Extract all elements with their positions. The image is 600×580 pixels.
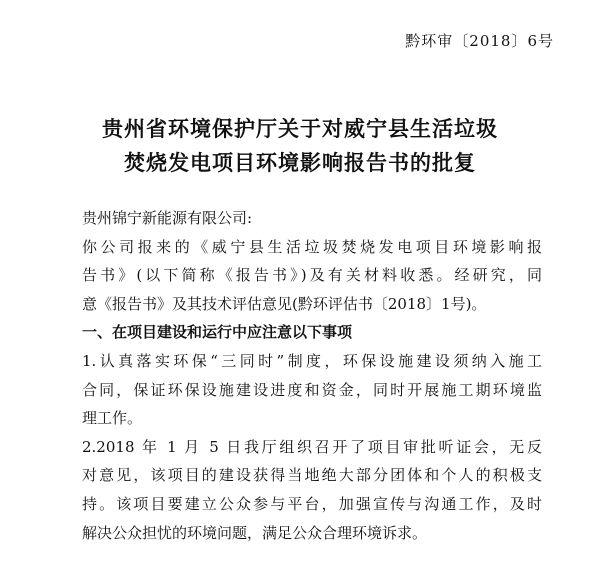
addressee: 贵州锦宁新能源有限公司:	[82, 209, 253, 227]
paragraph-1	[82, 233, 542, 319]
document-title	[0, 112, 600, 180]
paragraph-1-line-2: 告书》(以下简称《报告书》)及有关材料收悉。经研究，同	[82, 266, 542, 285]
item-2-line-4: 解决公众担忧的环境问题，满足公众合理环境诉求。	[82, 523, 428, 542]
item-1-line-3: 理工作。	[82, 409, 143, 428]
title-line-2: 焚烧发电项目环境影响报告书的批复	[124, 151, 476, 175]
paragraph-1-line-1: 你公司报来的《威宁县生活垃圾焚烧发电项目环境影响报	[82, 237, 542, 256]
item-2	[82, 433, 542, 547]
item-1-line-2: 合同，保证环保设施建设进度和资金，同时开展施工期环境监	[82, 380, 542, 399]
section-heading-1: 一、在项目建设和运行中应注意以下事项	[82, 323, 353, 342]
document-number: 黔环审〔2018〕6号	[405, 32, 554, 50]
paragraph-1-line-3: 意《报告书》及其技术评估意见(黔环评估书〔2018〕1号)。	[82, 294, 487, 313]
item-2-line-2: 对意见，该项目的建设获得当地绝大部分团体和个人的积极支	[82, 466, 542, 485]
item-1	[82, 347, 542, 433]
item-2-line-1: 2.2018 年 1 月 5 日我厅组织召开了项目审批听证会，无反	[82, 437, 542, 456]
title-line-1: 贵州省环境保护厅关于对威宁县生活垃圾	[102, 117, 498, 141]
item-1-line-1: 1.认真落实环保“三同时”制度，环保设施建设须纳入施工	[82, 351, 542, 370]
document-body	[82, 204, 542, 547]
item-2-line-3: 持。该项目要建立公众参与平台，加强宣传与沟通工作，及时	[82, 494, 542, 513]
